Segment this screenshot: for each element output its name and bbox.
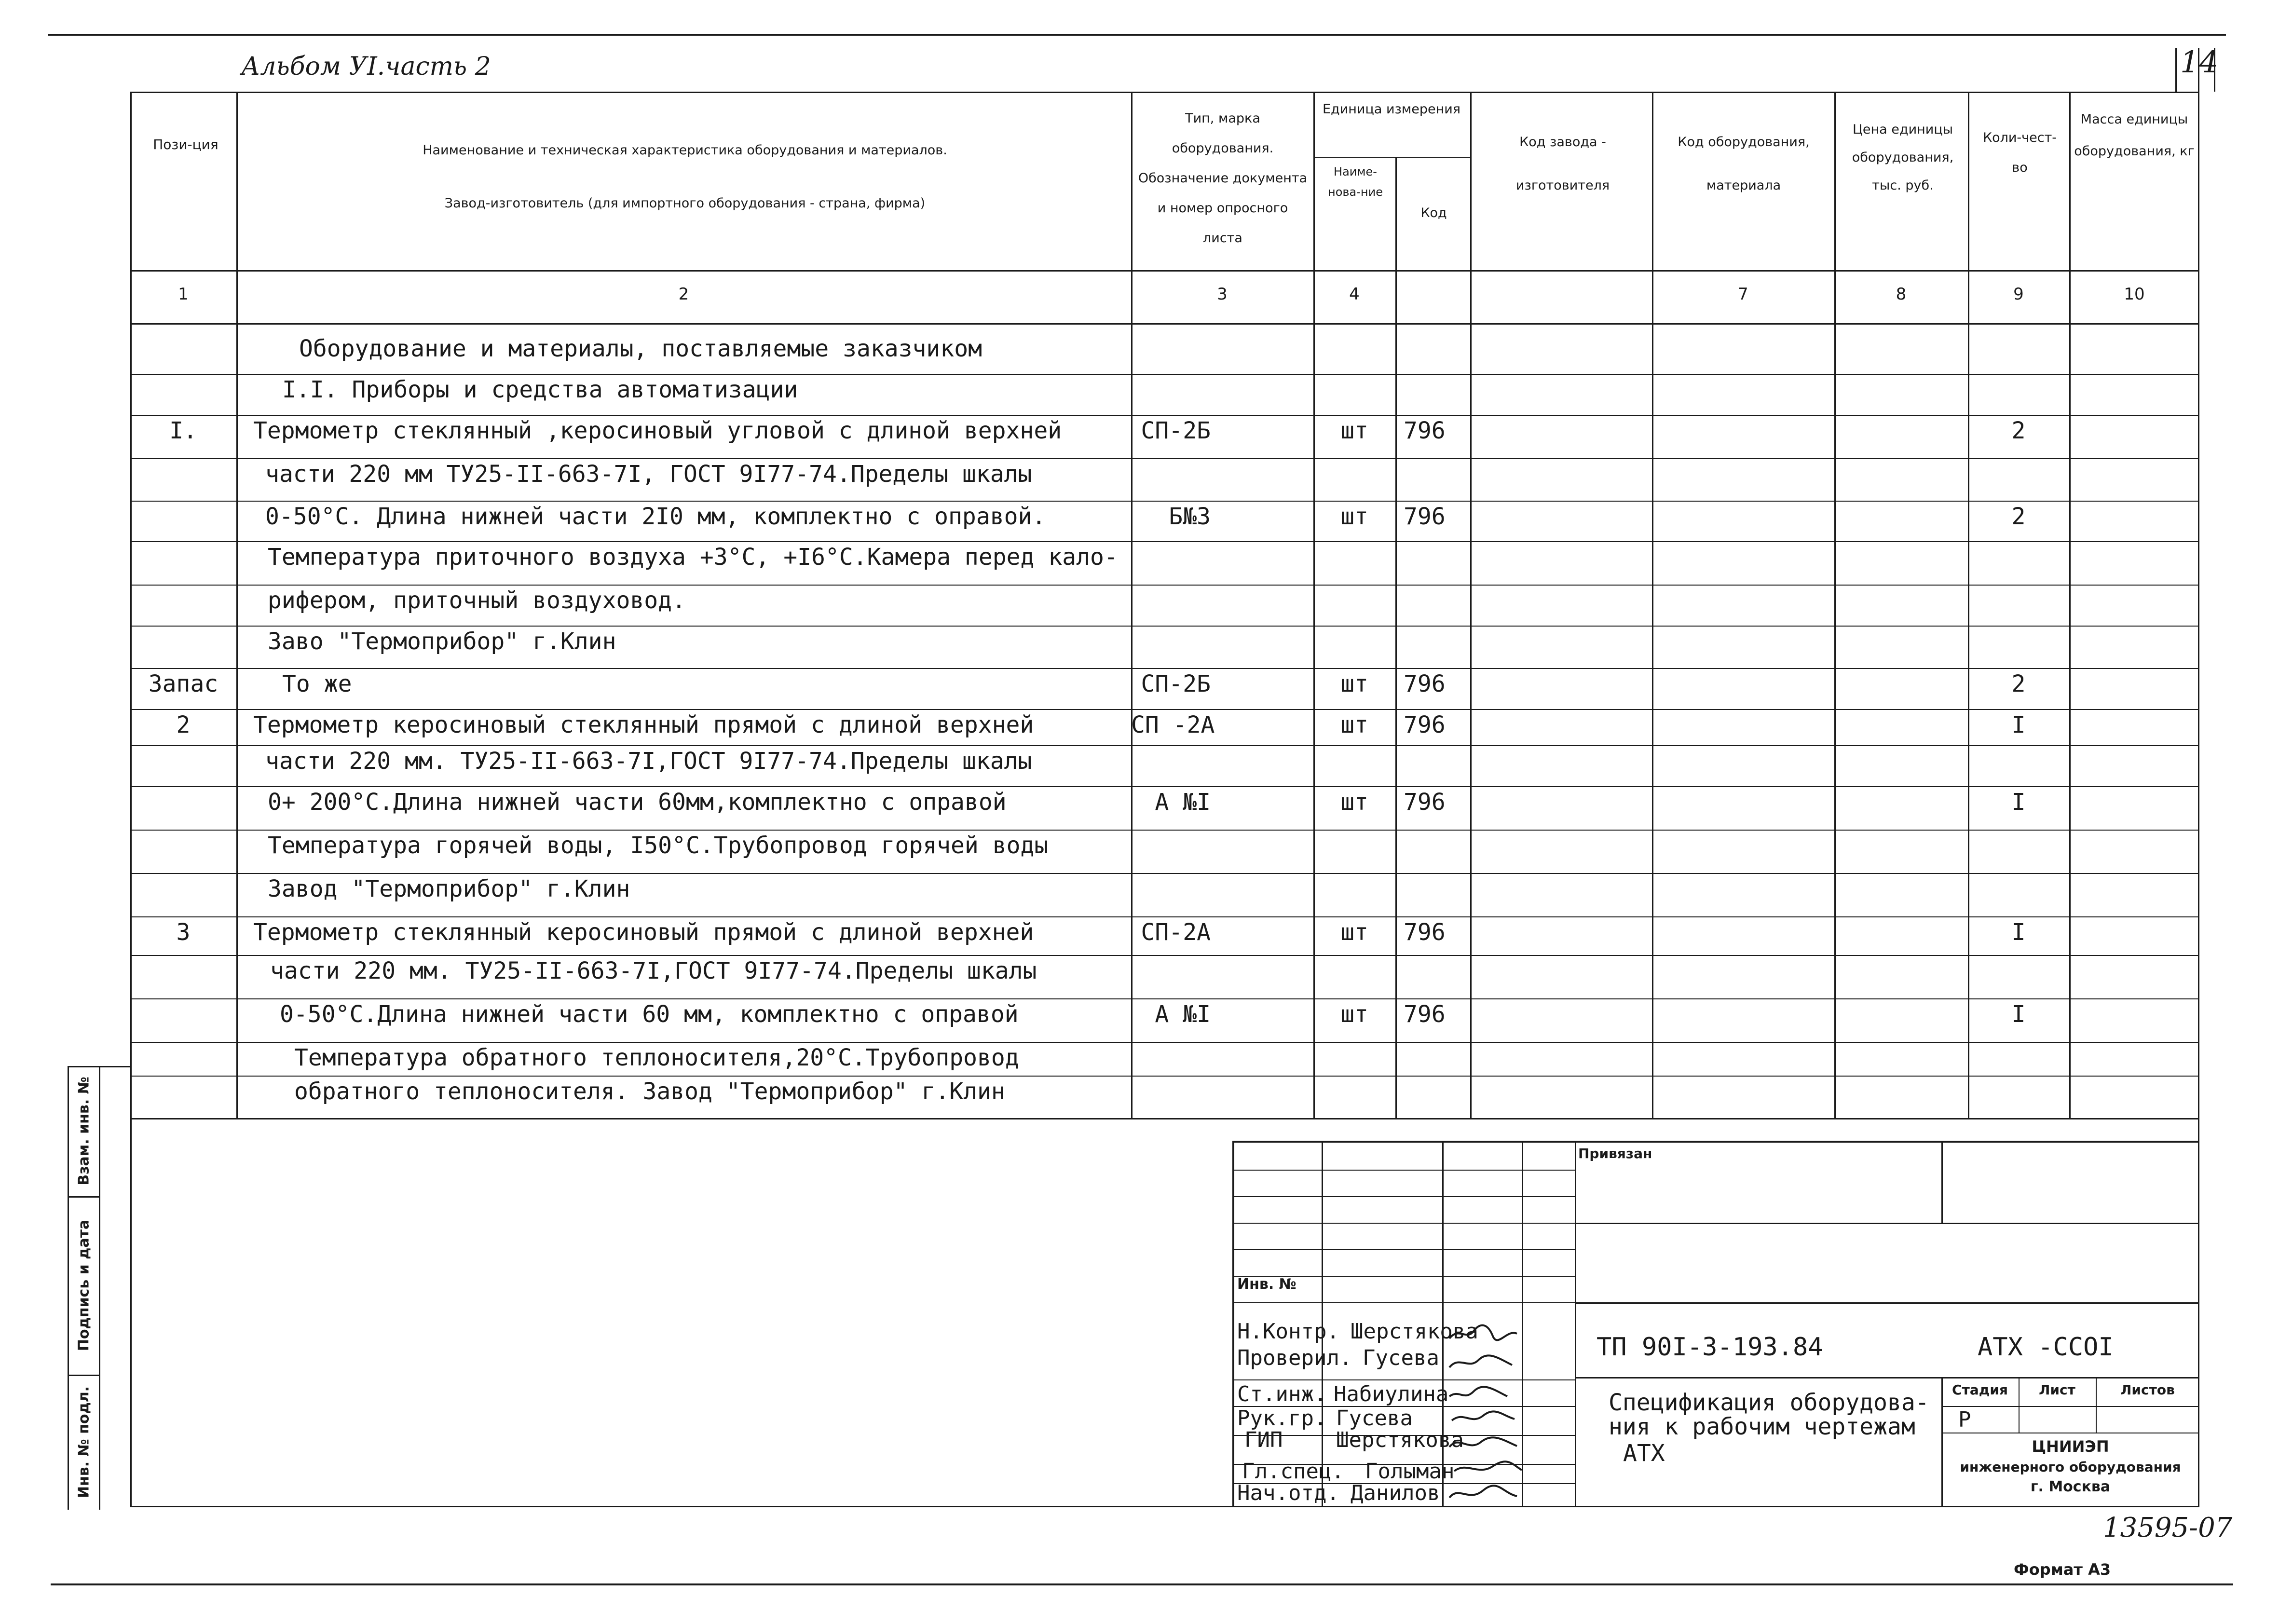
header-unit-code: Код [1420, 205, 1447, 220]
col-line-type [1313, 92, 1315, 1119]
col-line-maker [1652, 92, 1653, 1119]
row-separator [130, 998, 2199, 999]
row-separator [130, 709, 2199, 710]
row-quantity: I [2011, 711, 2026, 738]
row-name: То же [282, 670, 352, 697]
row-name: Термометр стеклянный ,керосиновый угловой с длиной верхней [253, 417, 1062, 444]
tb-priv-bottom [1575, 1223, 2199, 1224]
tb-col4 [1575, 1141, 1576, 1507]
frame-left [130, 92, 132, 1507]
row-unit: шт [1340, 1001, 1368, 1028]
tb-stage-mid [1941, 1406, 2199, 1407]
col-line-name [1131, 92, 1133, 1119]
tb-r3 [1232, 1223, 1575, 1224]
row-unit-code: 796 [1404, 919, 1446, 946]
row-quantity: I [2011, 1001, 2026, 1028]
row-quantity: I [2011, 789, 2026, 816]
format-label: Формат А3 [2014, 1560, 2111, 1579]
signatures-icon [1445, 1317, 1522, 1505]
row-unit-code: 796 [1404, 711, 1446, 738]
row-separator [130, 1076, 2199, 1077]
row-name: Термометр керосиновый стеклянный прямой с длиной верхней [253, 711, 1034, 738]
signer-name: Шерстякова [1351, 1319, 1478, 1344]
colnum-8: 8 [1896, 285, 1907, 304]
col-line-price [1968, 92, 1969, 1119]
signer-name: Набиулина [1334, 1382, 1449, 1406]
signer-name: Гусева [1336, 1406, 1413, 1431]
row-position: 3 [176, 919, 191, 946]
row-separator [130, 745, 2199, 746]
frame-top [130, 92, 2199, 93]
header-quantity: Коли-чест-во [1982, 130, 2057, 175]
margin-box-right [99, 1066, 100, 1510]
row-unit-code: 796 [1404, 670, 1446, 697]
table-bottom-line [130, 1118, 2199, 1119]
row-name: 0-50°С. Длина нижней части 2I0 мм, комплектно с оправой. [265, 503, 1046, 530]
row-type: А №I [1155, 1001, 1211, 1028]
tb-r2 [1232, 1196, 1575, 1197]
row-unit: шт [1340, 670, 1368, 697]
signer-role: Н.Контр. [1237, 1319, 1339, 1344]
row-unit-code: 796 [1404, 503, 1446, 530]
tb-code-bottom [1575, 1377, 2199, 1378]
row-name: части 220 мм. ТУ25-II-663-7I,ГОСТ 9I77-74.Пределы шкалы [270, 957, 1037, 984]
tb-sheets-label: Листов [2120, 1382, 2175, 1398]
row-name: Завод "Термоприбор" г.Клин [268, 875, 630, 902]
row-name: Оборудование и материалы, поставляемые заказчиком [299, 335, 983, 362]
row-unit-code: 796 [1404, 1001, 1446, 1028]
tb-r4 [1232, 1249, 1575, 1250]
row-unit: шт [1340, 919, 1368, 946]
row-quantity: 2 [2011, 417, 2026, 444]
signer-role: Ст.инж. [1237, 1382, 1327, 1406]
header-bottom-line [130, 270, 2199, 272]
numrow-bottom-line [130, 323, 2199, 325]
header-name-line1: Наименование и техническая характеристика оборудования и материалов. [423, 143, 947, 158]
album-label: Альбом УI.часть 2 [241, 52, 491, 81]
row-type: СП-2Б [1141, 417, 1211, 444]
bottom-border [51, 1583, 2233, 1585]
row-separator [130, 830, 2199, 831]
tb-col3 [1522, 1141, 1523, 1507]
tb-org-line3: г. Москва [2030, 1478, 2111, 1495]
row-separator [130, 415, 2199, 416]
header-unit-group: Единица измерения [1322, 102, 1461, 117]
row-name: Заво "Термоприбор" г.Клин [268, 628, 616, 655]
col-line-pos [236, 92, 238, 1119]
frame-right [2198, 48, 2199, 1507]
row-separator [130, 585, 2199, 586]
row-type: СП-2Б [1141, 670, 1211, 697]
row-position: Запас [148, 670, 218, 697]
header-type: Тип, марка оборудования. Обозначение документа и номер опросного листа [1138, 111, 1308, 246]
tb-org-line2: инженерного оборудования [1960, 1459, 2181, 1475]
row-type: А №I [1155, 789, 1211, 816]
signer-role: ГИП [1244, 1428, 1283, 1452]
row-type: СП -2А [1131, 711, 1215, 738]
tb-stage-value: Р [1958, 1407, 1971, 1432]
tb-org-line1: ЦНИИЭП [2032, 1437, 2109, 1456]
header-mass: Масса единицы оборудования, кг [2074, 112, 2195, 159]
colnum-3: 3 [1217, 285, 1228, 304]
row-name: части 220 мм ТУ25-II-663-7I, ГОСТ 9I77-74.Пределы шкалы [265, 461, 1032, 488]
margin-box-top [68, 1066, 130, 1067]
header-unit-name: Наиме-нова-ние [1328, 165, 1383, 199]
row-name: Температура приточного воздуха +3°С, +I6°С.Камера перед кало- [268, 544, 1118, 571]
row-separator [130, 374, 2199, 375]
tb-title-line1: Спецификация оборудова- [1609, 1389, 1929, 1416]
row-separator [130, 501, 2199, 502]
row-quantity: I [2011, 919, 2026, 946]
row-separator [130, 955, 2199, 956]
row-type: СП-2А [1141, 919, 1211, 946]
header-price: Цена единицы оборудования, тыс. руб. [1852, 122, 1954, 193]
row-unit: шт [1340, 503, 1368, 530]
colnum-2: 2 [678, 285, 689, 304]
row-separator [130, 541, 2199, 542]
col-line-equip [1834, 92, 1836, 1119]
signer-role: Нач.отд. [1237, 1481, 1339, 1505]
signer-name: Гусева [1363, 1346, 1439, 1370]
header-maker-code: Код завода - изготовителя [1515, 135, 1610, 193]
colnum-10: 10 [2124, 285, 2145, 304]
row-separator [130, 626, 2199, 627]
signer-role: Гл.спец. [1242, 1459, 1344, 1484]
row-unit-code: 796 [1404, 789, 1446, 816]
tb-r6 [1232, 1302, 1575, 1303]
sheet-corner-number: 14 [2180, 44, 2218, 80]
row-quantity: 2 [2011, 670, 2026, 697]
row-separator [130, 786, 2199, 787]
row-name: Температура горячей воды, I50°С.Трубопровод горячей воды [268, 832, 1049, 859]
row-name: 0+ 200°С.Длина нижней части 60мм,комплектно с оправой [268, 789, 1007, 816]
tb-r1 [1232, 1170, 1575, 1171]
margin-div-1 [68, 1196, 100, 1198]
row-name: обратного теплоносителя. Завод "Термоприбор" г.Клин [294, 1078, 1005, 1105]
colnum-1: 1 [178, 285, 189, 304]
margin-box-left [68, 1066, 69, 1510]
frame-bottom [130, 1506, 2199, 1507]
tb-sheet-label: Лист [2039, 1382, 2075, 1398]
row-name: части 220 мм. ТУ25-II-663-7I,ГОСТ 9I77-74.Пределы шкалы [265, 748, 1032, 775]
col-line-unit [1395, 157, 1397, 1119]
row-position: I. [169, 417, 197, 444]
tb-stage-label: Стадия [1952, 1382, 2008, 1398]
archive-number: 13595-07 [2103, 1512, 2233, 1543]
tb-inv-no: Инв. № [1237, 1276, 1296, 1293]
tb-title-line2: ния к рабочим чертежам [1609, 1413, 1915, 1440]
signer-name: Шерстякова [1336, 1428, 1464, 1452]
row-unit-code: 796 [1404, 417, 1446, 444]
colnum-9: 9 [2013, 285, 2024, 304]
tb-doc-mark: АТХ -ССОI [1978, 1333, 2114, 1362]
corner-vert [2175, 48, 2177, 92]
margin-inv-podl: Инв. № подл. [75, 1386, 93, 1499]
row-name: рифером, приточный воздуховод. [268, 587, 686, 614]
row-position: 2 [176, 711, 191, 738]
margin-vzam-inv: Взам. инв. № [75, 1077, 93, 1186]
margin-podpis-data: Подпись и дата [75, 1219, 93, 1351]
signer-role: Рук.гр. [1237, 1406, 1327, 1431]
row-separator [130, 668, 2199, 669]
row-quantity: 2 [2011, 503, 2026, 530]
row-name: 0-50°С.Длина нижней части 60 мм, комплектно с оправой [280, 1001, 1019, 1028]
row-separator [130, 1042, 2199, 1043]
tb-priv-div [1941, 1141, 1943, 1223]
colnum-7: 7 [1738, 285, 1748, 304]
signer-name: Данилов [1351, 1481, 1440, 1505]
row-separator [130, 916, 2199, 917]
row-unit: шт [1340, 417, 1368, 444]
colnum-4: 4 [1349, 285, 1360, 304]
row-separator [130, 873, 2199, 874]
tb-top [1232, 1141, 2199, 1143]
margin-div-2 [68, 1375, 100, 1376]
tb-doc-code: ТП 90I-3-193.84 [1597, 1333, 1823, 1362]
tb-r7 [1232, 1379, 1575, 1380]
col-line-qty [2069, 92, 2071, 1119]
row-separator [130, 458, 2199, 459]
unit-subhead-line [1313, 157, 1470, 158]
row-name: Термометр стеклянный керосиновый прямой с длиной верхней [253, 919, 1034, 946]
signer-role: Проверил. [1237, 1346, 1352, 1370]
header-equip-code: Код оборудования, материала [1678, 135, 1810, 193]
row-unit: шт [1340, 711, 1368, 738]
tb-privyazan: Привязан [1578, 1146, 1652, 1161]
row-unit: шт [1340, 789, 1368, 816]
col-line-code [1470, 92, 1472, 1119]
tb-title-line3: АТХ [1623, 1440, 1665, 1467]
header-position: Пози-ция [153, 136, 218, 152]
row-name: I.I. Приборы и средства автоматизации [282, 376, 798, 403]
header-name-line2: Завод-изготовитель (для импортного оборудования - страна, фирма) [444, 196, 926, 211]
signer-name: Голыман [1365, 1459, 1455, 1484]
row-name: Температура обратного теплоносителя,20°С.Трубопровод [294, 1044, 1019, 1071]
top-border [48, 34, 2226, 36]
row-type: Б№3 [1169, 503, 1211, 530]
tb-code-top [1575, 1302, 2199, 1304]
tb-left [1232, 1141, 1234, 1507]
